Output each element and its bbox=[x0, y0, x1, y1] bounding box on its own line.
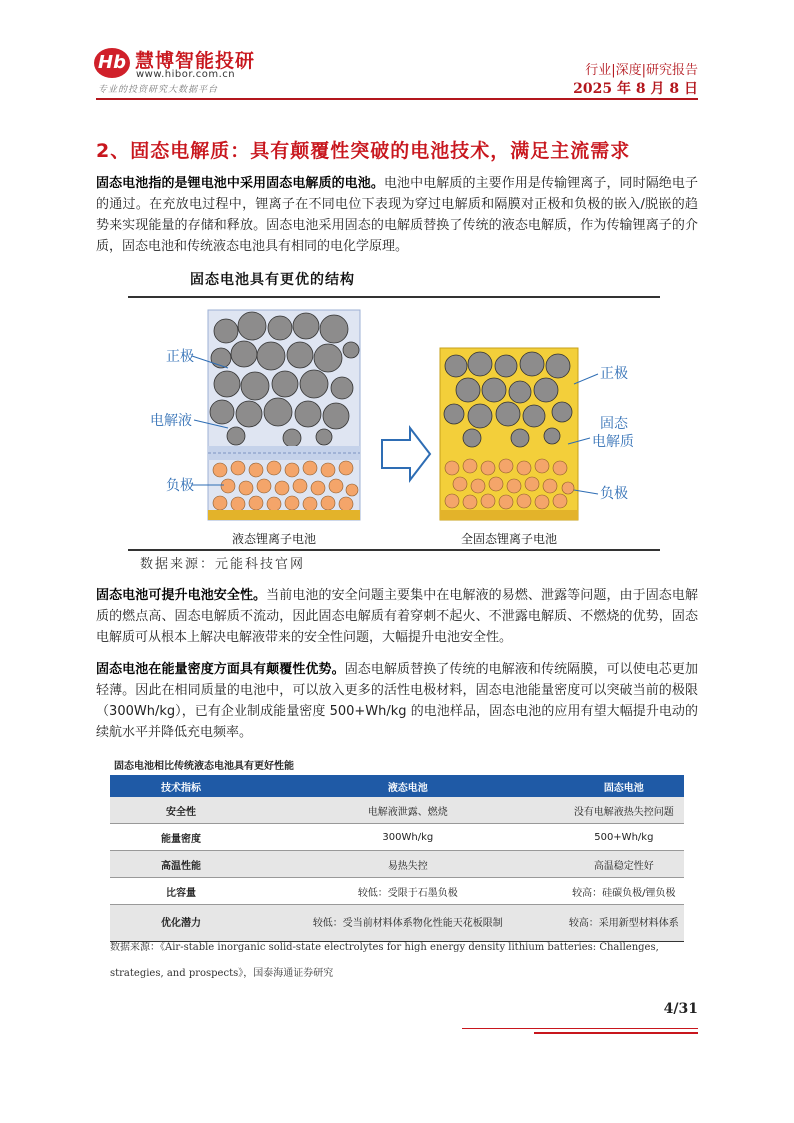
table-cell: 安全性 bbox=[110, 797, 252, 824]
table-row bbox=[110, 824, 684, 851]
report-type: 行业|深度|研究报告 bbox=[585, 63, 698, 78]
footer-rule-thin bbox=[462, 1028, 698, 1029]
figure-title: 固态电池具有更优的结构 bbox=[190, 272, 355, 288]
paragraph-definition bbox=[96, 173, 698, 257]
table-row bbox=[110, 797, 684, 824]
report-date: 2025 年 8 月 8 日 bbox=[573, 81, 698, 97]
comparison-table bbox=[110, 775, 684, 942]
paragraph-lead: 固态电池指的是锂电池中采用固态电解质的电池。 bbox=[96, 176, 384, 191]
right-label-solid-electrolyte-1: 固态 bbox=[600, 416, 628, 432]
footer-rule-thick bbox=[534, 1032, 698, 1034]
table-cell: 易热失控 bbox=[252, 851, 564, 878]
table-header-cell: 技术指标 bbox=[110, 775, 252, 797]
figure-source: 数据来源：元能科技官网 bbox=[140, 557, 306, 572]
hibor-logo-icon: Hb bbox=[94, 48, 130, 78]
right-label-anode: 负极 bbox=[600, 486, 628, 502]
liquid-battery-diagram bbox=[208, 310, 360, 520]
page-number: 4/31 bbox=[663, 1001, 698, 1017]
right-label-solid-electrolyte-2: 电解质 bbox=[592, 434, 634, 450]
paragraph-body: 电池中电解质的主要作用是传输锂离子，同时隔绝电子的通过。在充放电过程中，锂离子在不同电位下表现为穿过电解质和隔膜对正极和负极的嵌入/脱嵌的趋势来实现能量的存储和释放。固态电池采用固态的电解质替换了传统的液态电解质，作为传输锂离子的介质，固态电池和传统液态电池具有相同的电化学原理。 bbox=[96, 176, 698, 254]
table-header-cell: 固态电池 bbox=[564, 775, 684, 797]
paragraph-safety bbox=[96, 585, 698, 648]
table-row bbox=[110, 878, 684, 905]
table-cell: 优化潜力 bbox=[110, 905, 252, 942]
paragraph-energy-density bbox=[96, 659, 698, 743]
table-header-row bbox=[110, 775, 684, 797]
solid-battery-diagram bbox=[440, 348, 578, 520]
section-title: 2、固态电解质：具有颠覆性突破的电池技术，满足主流需求 bbox=[96, 140, 631, 162]
table-row bbox=[110, 905, 684, 942]
transition-arrow-icon bbox=[382, 428, 430, 480]
right-caption: 全固态锂离子电池 bbox=[460, 532, 558, 546]
right-label-cathode: 正极 bbox=[600, 366, 628, 382]
table-row bbox=[110, 851, 684, 878]
table-cell: 较高：硅碳负极/锂负极 bbox=[564, 878, 684, 905]
left-caption: 液态锂离子电池 bbox=[231, 532, 317, 546]
table-cell: 300Wh/kg bbox=[252, 824, 564, 851]
table-cell: 高温稳定性好 bbox=[564, 851, 684, 878]
table-cell: 500+Wh/kg bbox=[564, 824, 684, 851]
solid-anode-particles bbox=[445, 459, 574, 509]
paragraph-body: 固态电解质替换了传统的电解液和传统隔膜，可以使电芯更加轻薄。因此在相同质量的电池中，可以放入更多的活性电极材料，固态电池能量密度可以突破当前的极限（300Wh/kg），已有企业制成能量密度 500+Wh/kg 的电池样品，固态电池的应用有望大幅提升电动的续航水平并降低充电频率。 bbox=[96, 662, 698, 740]
logo-name: 慧博智能投研 bbox=[135, 50, 256, 72]
paragraph-lead: 固态电池可提升电池安全性。 bbox=[96, 588, 267, 603]
table-cell: 电解液泄露、燃烧 bbox=[252, 797, 564, 824]
paragraph-body: 当前电池的安全问题主要集中在电解液的易燃、泄露等问题，由于固态电解质的燃点高、固态电解质不流动，因此固态电解质有着穿刺不起火、不泄露电解质、不燃烧的优势，固态电解质可从根本上解决电解液带来的安全性问题，大幅提升电池安全性。 bbox=[96, 588, 698, 645]
left-label-cathode: 正极 bbox=[166, 349, 194, 365]
left-label-anode: 负极 bbox=[166, 478, 194, 494]
table-cell: 较低：受限于石墨负极 bbox=[252, 878, 564, 905]
table-header-cell: 液态电池 bbox=[252, 775, 564, 797]
table-cell: 高温性能 bbox=[110, 851, 252, 878]
table-cell: 较高：采用新型材料体系 bbox=[564, 905, 684, 942]
header-divider bbox=[96, 98, 698, 100]
figure-bottom-rule bbox=[128, 549, 660, 551]
table-cell: 比容量 bbox=[110, 878, 252, 905]
table-source-line-2: strategies, and prospects》，国泰海通证券研究 bbox=[110, 968, 334, 979]
left-current-collector bbox=[208, 510, 360, 520]
right-current-collector bbox=[440, 510, 578, 520]
logo-url[interactable]: www.hibor.com.cn bbox=[136, 69, 236, 80]
logo-tagline: 专业的投资研究大数据平台 bbox=[98, 85, 219, 95]
table-title: 固态电池相比传统液态电池具有更好性能 bbox=[114, 761, 294, 772]
table-cell: 较低：受当前材料体系物化性能天花板限制 bbox=[252, 905, 564, 942]
table-source-line-1: 数据来源：《Air-stable inorganic solid-state electrolytes for high energy density lithium batteries: Challenges, bbox=[110, 942, 659, 953]
paragraph-lead: 固态电池在能量密度方面具有颠覆性优势。 bbox=[96, 662, 345, 677]
battery-structure-figure bbox=[128, 298, 660, 549]
table-cell: 没有电解液热失控问题 bbox=[564, 797, 684, 824]
table-cell: 能量密度 bbox=[110, 824, 252, 851]
left-label-electrolyte: 电解液 bbox=[150, 413, 192, 429]
